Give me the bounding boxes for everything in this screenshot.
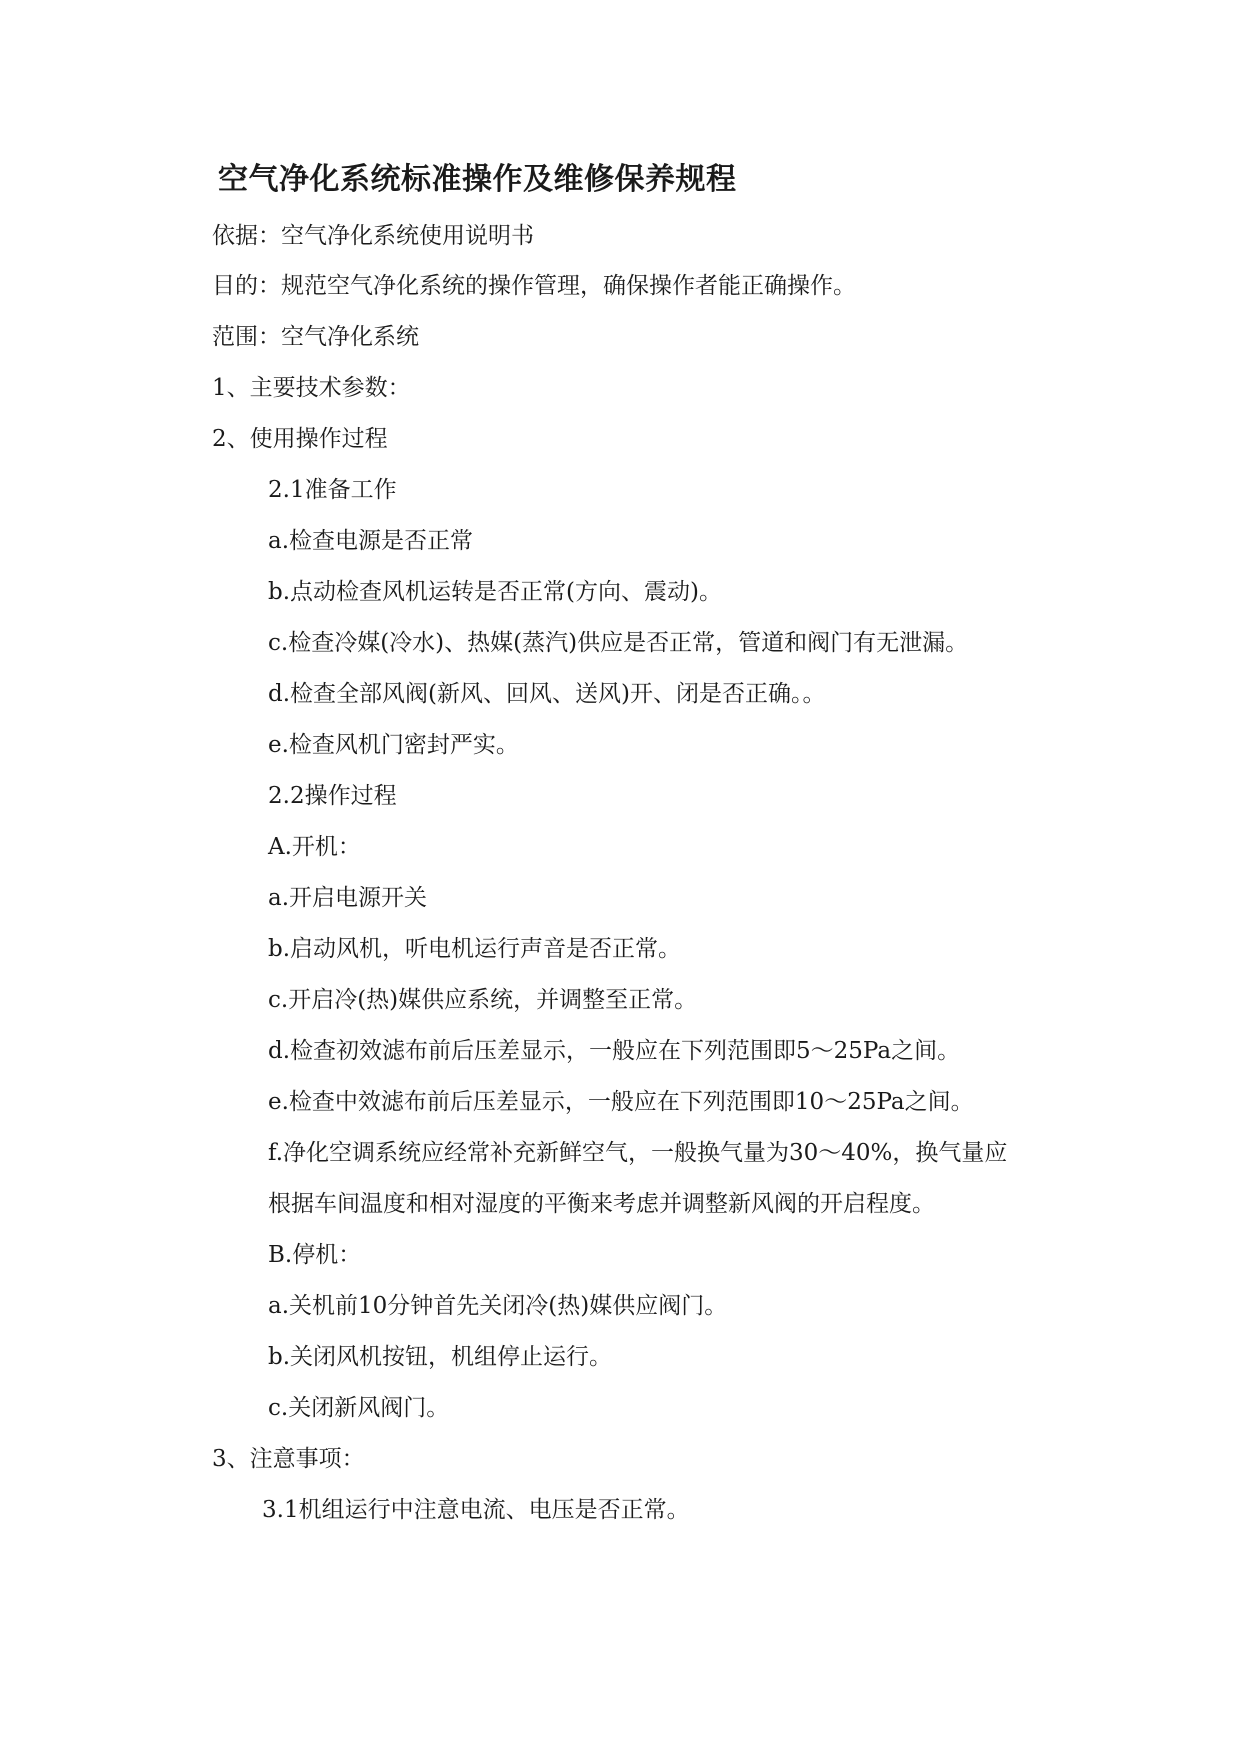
list-item-continuation: 根据车间温度和相对湿度的平衡来考虑并调整新风阀的开启程度。: [268, 1191, 935, 1217]
list-item: a.开启电源开关: [268, 885, 428, 911]
basis-line: 依据：空气净化系统使用说明书: [212, 223, 534, 249]
subsection-2-2-heading: 2.2操作过程: [268, 783, 397, 809]
section-2-heading: 2、使用操作过程: [212, 426, 388, 452]
list-item: d.检查全部风阀(新风、回风、送风)开、闭是否正确。。: [268, 681, 826, 707]
list-item: c.开启冷(热)媒供应系统，并调整至正常。: [268, 987, 698, 1013]
list-item: b.点动检查风机运转是否正常(方向、震动)。: [268, 579, 722, 605]
list-item: a.检查电源是否正常: [268, 528, 474, 554]
list-item: a.关机前10分钟首先关闭冷(热)媒供应阀门。: [268, 1293, 728, 1319]
list-item: f.净化空调系统应经常补充新鲜空气，一般换气量为30～40%，换气量应: [268, 1140, 1008, 1166]
list-item: b.关闭风机按钮，机组停止运行。: [268, 1344, 613, 1370]
startup-heading: A.开机：: [268, 834, 361, 860]
list-item: e.检查中效滤布前后压差显示，一般应在下列范围即10～25Pa之间。: [268, 1089, 974, 1115]
section-1-heading: 1、主要技术参数：: [212, 375, 411, 401]
purpose-line: 目的：规范空气净化系统的操作管理，确保操作者能正确操作。: [212, 273, 856, 299]
section-3-heading: 3、注意事项：: [212, 1446, 365, 1472]
list-item: d.检查初效滤布前后压差显示，一般应在下列范围即5～25Pa之间。: [268, 1038, 961, 1064]
list-item: b.启动风机，听电机运行声音是否正常。: [268, 936, 682, 962]
list-item: e.检查风机门密封严实。: [268, 732, 519, 758]
list-item: c.检查冷媒(冷水)、热媒(蒸汽)供应是否正常，管道和阀门有无泄漏。: [268, 630, 969, 656]
document-title: 空气净化系统标准操作及维修保养规程: [218, 162, 737, 197]
subsection-3-1: 3.1机组运行中注意电流、电压是否正常。: [262, 1497, 690, 1523]
subsection-2-1-heading: 2.1准备工作: [268, 477, 397, 503]
shutdown-heading: B.停机：: [268, 1242, 362, 1268]
list-item: c.关闭新风阀门。: [268, 1395, 450, 1421]
scope-line: 范围：空气净化系统: [212, 324, 419, 350]
